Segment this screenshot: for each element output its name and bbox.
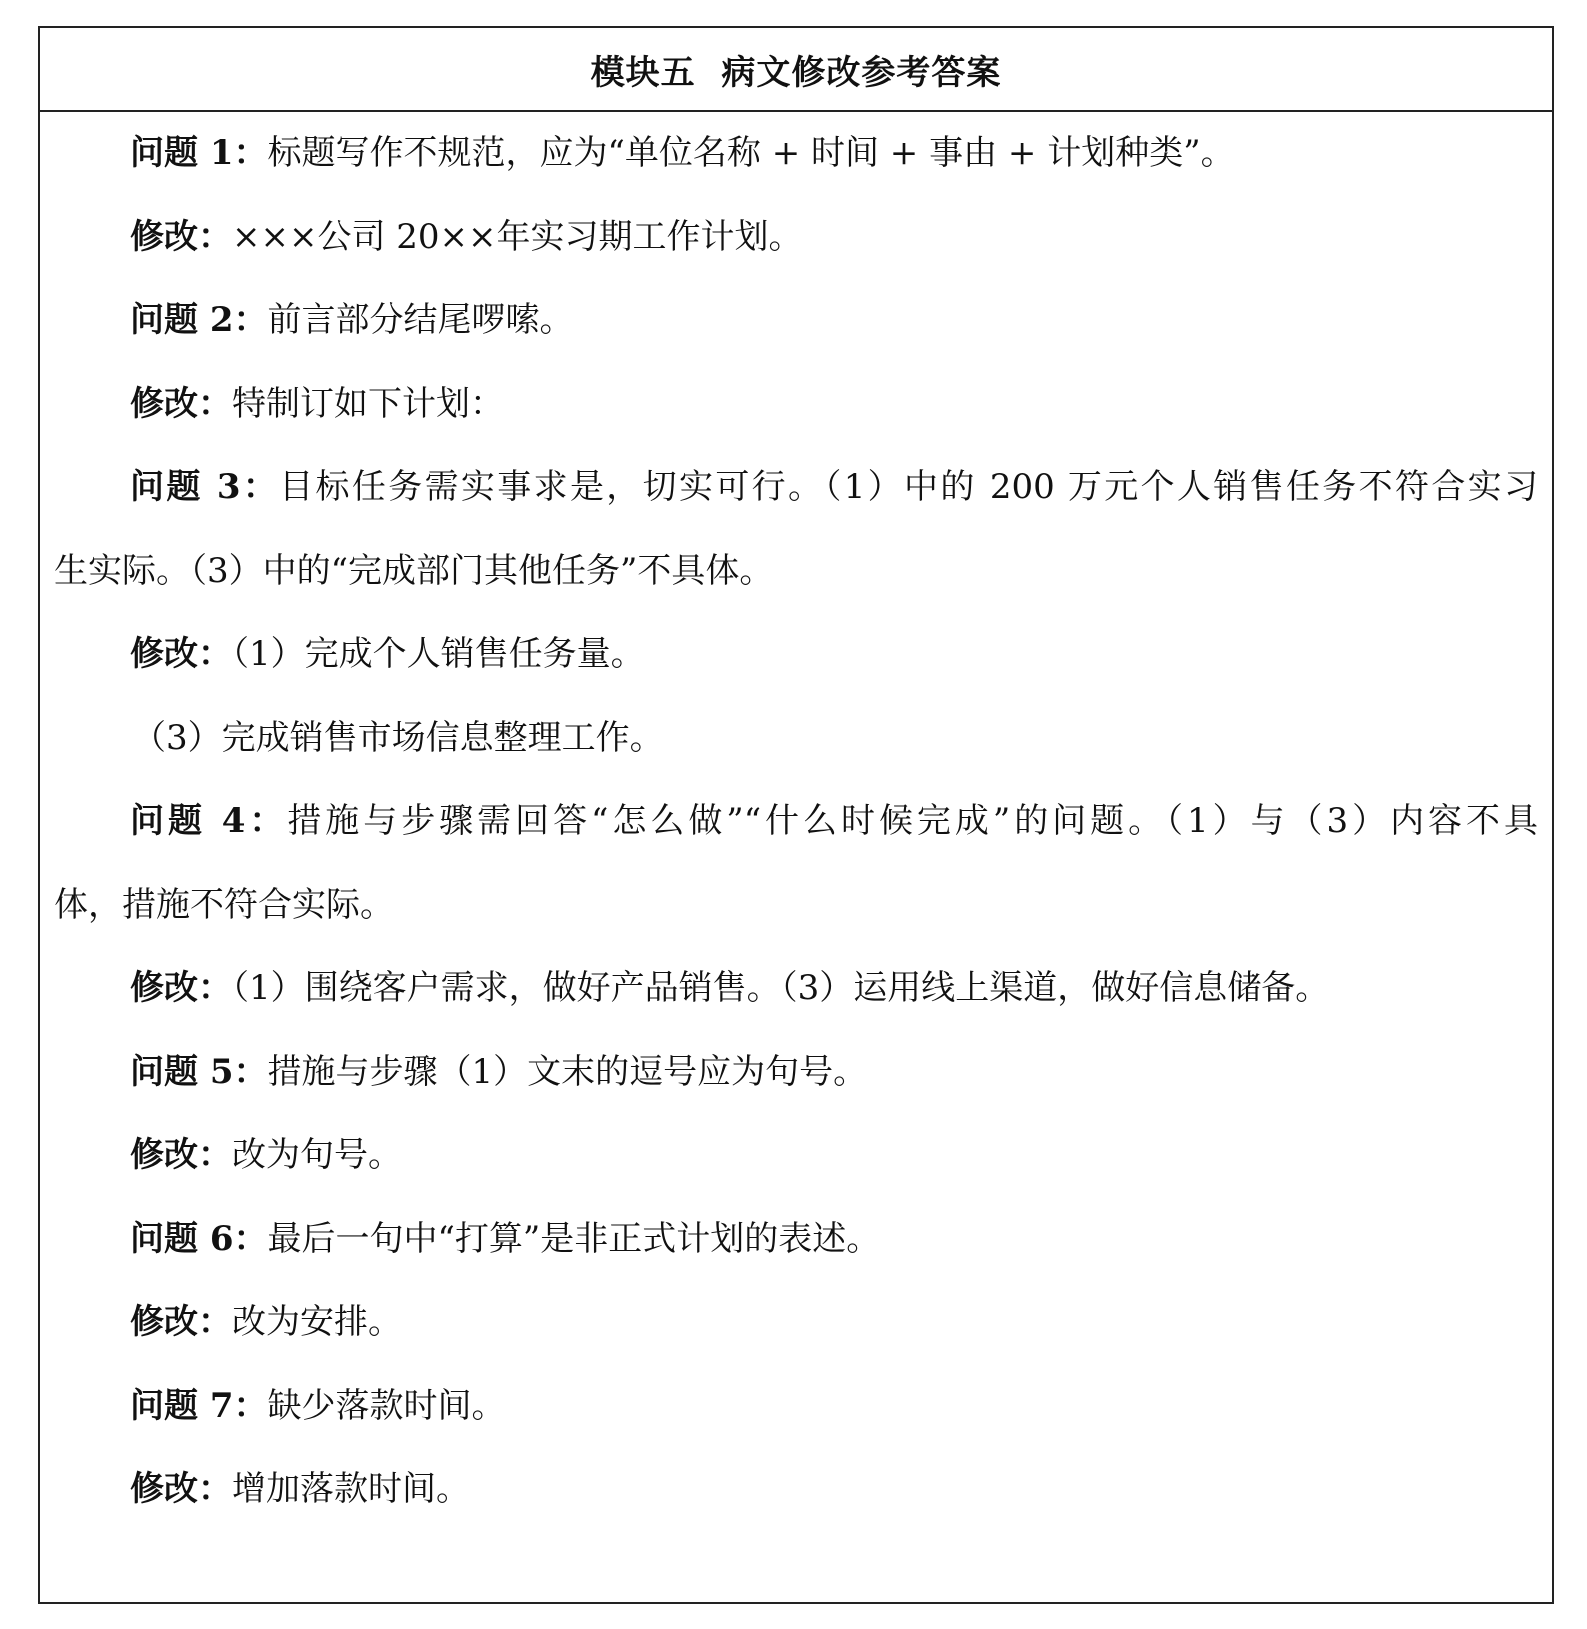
problem-1 [54,112,1538,196]
revision-2 [54,363,1538,447]
revision-3-text-continued: （3）完成销售市场信息整理工作。 [132,717,664,758]
revision-4-text: （1）围绕客户需求，做好产品销售。（3）运用线上渠道，做好信息储备。 [232,968,1330,1008]
problem-3-text: 目标任务需实事求是，切实可行。（1）中的 200 万元个人销售任务不符合实习 [279,467,1538,507]
answer-table [38,26,1554,1604]
revision-1-text: ×××公司 20××年实习期工作计划。 [232,216,803,257]
revision-5-label: 修改： [130,1135,232,1175]
problem-7 [54,1365,1538,1449]
problem-4-text-continued: 体，措施不符合实际。 [54,884,394,925]
problem-5-text: 措施与步骤（1）文末的逗号应为句号。 [267,1051,868,1092]
revision-2-text: 特制订如下计划： [232,383,504,424]
problem-1-text: 标题写作不规范，应为“单位名称 + 时间 + 事由 + 计划种类”。 [267,133,1235,173]
page-title: 模块五 病文修改参考答案 [590,52,1002,93]
revision-3 [54,613,1538,697]
problem-1-label: 问题 1： [130,133,268,173]
revision-4-label: 修改： [130,968,232,1008]
revision-6-label: 修改： [130,1302,232,1342]
problem-4-continued [54,864,1538,948]
table-header [40,28,1552,112]
revision-7-text: 增加落款时间。 [232,1469,470,1509]
revision-7 [54,1448,1538,1532]
problem-3-continued [54,530,1538,614]
revision-4 [54,947,1538,1031]
revision-2-label: 修改： [130,383,232,424]
problem-2 [54,279,1538,363]
problem-4 [54,780,1538,864]
problem-7-text: 缺少落款时间。 [267,1385,506,1426]
problem-5 [54,1031,1538,1115]
problem-5-label: 问题 5： [130,1051,268,1092]
problem-6 [54,1198,1538,1282]
revision-5 [54,1114,1538,1198]
problem-4-text: 措施与步骤需回答“怎么做”“什么时候完成”的问题。（1）与（3）内容不具 [287,801,1538,841]
problem-7-label: 问题 7： [130,1385,268,1426]
problem-2-text: 前言部分结尾啰嗦。 [267,300,574,340]
revision-1 [54,196,1538,280]
revision-6-text: 改为安排。 [232,1302,402,1342]
problem-6-text: 最后一句中“打算”是非正式计划的表述。 [267,1218,881,1259]
problem-4-label: 问题 4： [130,801,288,841]
revision-3-continued [54,697,1538,781]
problem-2-label: 问题 2： [130,300,268,340]
answer-body [40,112,1552,1532]
revision-5-text: 改为句号。 [232,1135,402,1175]
revision-7-label: 修改： [130,1469,232,1509]
problem-3-text-continued: 生实际。（3）中的“完成部门其他任务”不具体。 [54,550,774,591]
problem-6-label: 问题 6： [130,1218,268,1259]
revision-6 [54,1281,1538,1365]
revision-1-label: 修改： [130,216,232,257]
problem-3 [54,446,1538,530]
revision-3-text: （1）完成个人销售任务量。 [232,634,645,674]
problem-3-label: 问题 3： [130,467,280,507]
revision-3-label: 修改： [130,634,232,674]
